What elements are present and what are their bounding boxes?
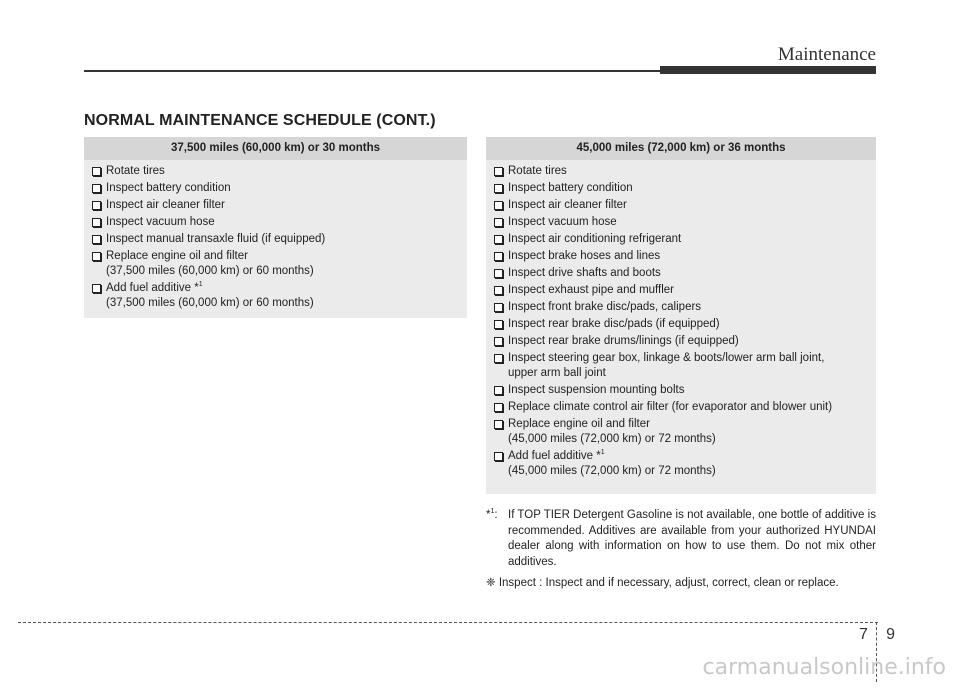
checklist-item-detail: (45,000 miles (72,000 km) or 72 months) <box>508 433 716 445</box>
checklist-item <box>494 400 876 415</box>
footnote <box>486 508 876 570</box>
page-header-title: Maintenance <box>777 44 876 65</box>
schedule-panel-37500 <box>84 137 467 318</box>
panel-heading: 37,500 miles (60,000 km) or 30 months <box>84 137 467 160</box>
checklist-item-text: Inspect air cleaner filter <box>106 199 225 211</box>
schedule-panel-45000 <box>486 137 876 494</box>
checklist-item <box>92 281 467 311</box>
footnote-text: If TOP TIER Detergent Gasoline is not available, one bottle of additive is recommended. Additives are available from your authorized HYUNDAI dealer along with information on how to use them. Do not mix other additives. <box>508 509 876 568</box>
checkbox-icon <box>494 167 503 176</box>
checklist-item <box>92 215 467 230</box>
checklist-item <box>92 198 467 213</box>
checklist-item-text: Inspect air cleaner filter <box>508 199 627 211</box>
checklist-item <box>92 232 467 247</box>
checklist-item-text: Inspect air conditioning refrigerant <box>508 233 682 245</box>
panel-item-list <box>486 160 876 485</box>
checkbox-icon <box>494 420 503 429</box>
checklist-item <box>494 198 876 213</box>
checkbox-icon <box>494 269 503 278</box>
checklist-item <box>92 181 467 196</box>
page-index: 9 <box>886 626 895 643</box>
checklist-item-text: Inspect manual transaxle fluid (if equipped) <box>106 233 326 245</box>
checkbox-icon <box>494 252 503 261</box>
checkbox-icon <box>494 337 503 346</box>
checkbox-icon <box>494 184 503 193</box>
checklist-item-text: Inspect brake hoses and lines <box>508 250 661 262</box>
checkbox-icon <box>92 284 101 293</box>
panel-item-list <box>84 160 467 317</box>
page-footer-rule <box>18 622 878 623</box>
checkbox-icon <box>494 286 503 295</box>
checklist-item <box>494 300 876 315</box>
checklist-item-text: Inspect suspension mounting bolts <box>508 384 685 396</box>
checkbox-icon <box>92 201 101 210</box>
footnote-separator: : <box>494 509 498 521</box>
checklist-item-detail: (45,000 miles (72,000 km) or 72 months) <box>508 465 716 477</box>
checklist-item <box>494 351 876 381</box>
checklist-item-text: Inspect front brake disc/pads, calipers <box>508 301 702 313</box>
checkbox-icon <box>494 403 503 412</box>
checklist-item-text: Inspect rear brake drums/linings (if equipped) <box>508 335 739 347</box>
page-number <box>859 626 895 644</box>
checklist-item <box>92 249 467 279</box>
checkbox-icon <box>494 354 503 363</box>
checklist-item <box>494 164 876 179</box>
footnote-asterisk: * <box>486 509 491 521</box>
checklist-item-detail: (37,500 miles (60,000 km) or 60 months) <box>106 265 314 277</box>
checkbox-icon <box>494 320 503 329</box>
checklist-item-text: Rotate tires <box>508 165 567 177</box>
header-rule <box>84 70 660 72</box>
footnote-number: 1 <box>490 508 495 516</box>
checkbox-icon <box>494 452 503 461</box>
checklist-item <box>494 334 876 349</box>
checklist-item-text: Add fuel additive * <box>508 450 601 462</box>
checkbox-icon <box>494 218 503 227</box>
inspect-note: ❈ Inspect : Inspect and if necessary, adjust, correct, clean or replace. <box>486 577 839 589</box>
chapter-number: 7 <box>859 626 868 643</box>
checkbox-icon <box>92 252 101 261</box>
watermark-text: carmanualsonline.info <box>702 655 946 680</box>
checklist-item-text: Replace climate control air filter (for evaporator and blower unit) <box>508 401 833 413</box>
checkbox-icon <box>92 235 101 244</box>
checkbox-icon <box>494 303 503 312</box>
footnote-ref: 1 <box>600 449 605 457</box>
checklist-item-detail: (37,500 miles (60,000 km) or 60 months) <box>106 297 314 309</box>
checkbox-icon <box>494 235 503 244</box>
checklist-item-text: Rotate tires <box>106 165 165 177</box>
checklist-item <box>494 383 876 398</box>
checklist-item <box>494 266 876 281</box>
checklist-item-text: Replace engine oil and filter <box>106 250 248 262</box>
footnote-ref: 1 <box>198 281 203 289</box>
checklist-item-text: Inspect exhaust pipe and muffler <box>508 284 675 296</box>
checklist-item-text: Inspect vacuum hose <box>508 216 617 228</box>
checklist-item <box>494 417 876 447</box>
checklist-item-text: Inspect vacuum hose <box>106 216 215 228</box>
checklist-item-text: Inspect drive shafts and boots <box>508 267 661 279</box>
checklist-item <box>494 232 876 247</box>
panel-heading: 45,000 miles (72,000 km) or 36 months <box>486 137 876 160</box>
checklist-item <box>494 181 876 196</box>
checklist-item-text: Inspect rear brake disc/pads (if equipped) <box>508 318 720 330</box>
checkbox-icon <box>92 167 101 176</box>
checkbox-icon <box>92 218 101 227</box>
checklist-item-text: Inspect battery condition <box>508 182 633 194</box>
checklist-item-text: Inspect steering gear box, linkage & boots/lower arm ball joint, <box>508 352 825 364</box>
checklist-item <box>494 215 876 230</box>
checkbox-icon <box>92 184 101 193</box>
footnote-marker <box>486 508 508 570</box>
header-rule-thick <box>660 66 876 74</box>
checklist-item <box>494 283 876 298</box>
checkbox-icon <box>494 386 503 395</box>
checklist-item-text: Add fuel additive * <box>106 282 199 294</box>
section-title: NORMAL MAINTENANCE SCHEDULE (CONT.) <box>84 112 436 129</box>
checklist-item-text: Replace engine oil and filter <box>508 418 650 430</box>
checklist-item <box>92 164 467 179</box>
checklist-item <box>494 317 876 332</box>
checklist-item-text: Inspect battery condition <box>106 182 231 194</box>
checklist-item <box>494 449 876 479</box>
checklist-item-detail: upper arm ball joint <box>508 367 606 379</box>
checklist-item <box>494 249 876 264</box>
checkbox-icon <box>494 201 503 210</box>
